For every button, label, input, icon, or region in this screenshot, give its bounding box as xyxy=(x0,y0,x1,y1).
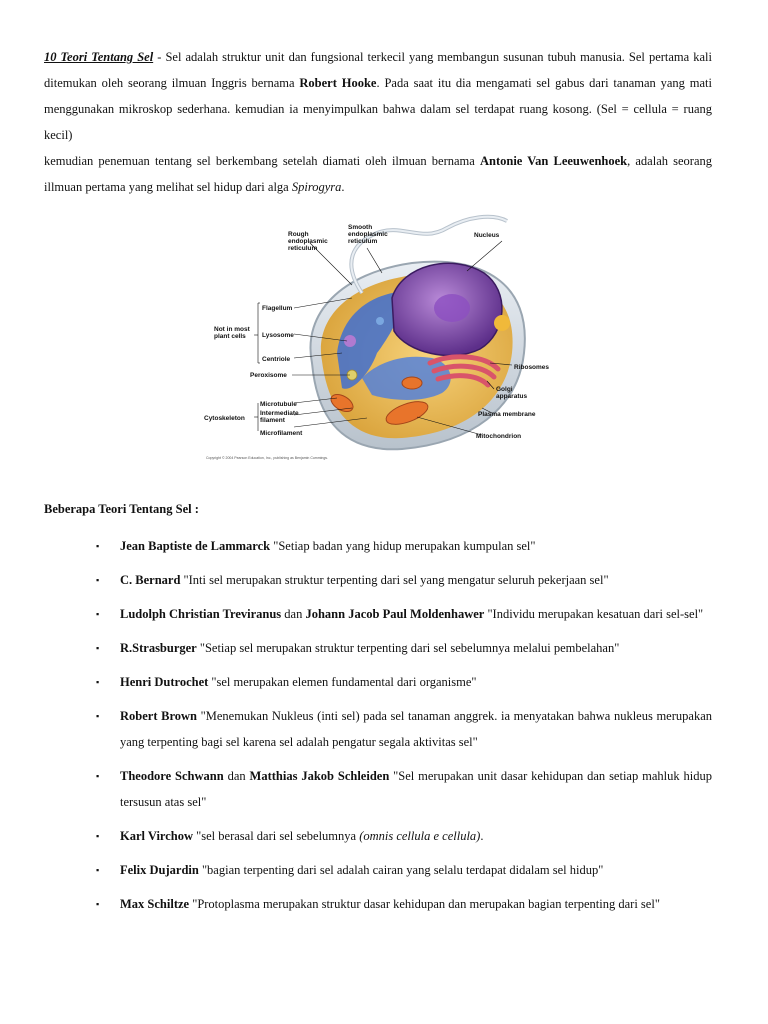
scientist-name: R.Strasburger xyxy=(120,641,197,655)
bullet-icon: ▪ xyxy=(96,899,100,909)
theory-end: . xyxy=(480,829,484,843)
bullet-icon: ▪ xyxy=(96,771,100,781)
theory-quote: "Protoplasma merupakan struktur dasar kehidupan dan merupakan bagian terpenting dari sel" xyxy=(189,897,660,911)
scientist-name: C. Bernard xyxy=(120,573,181,587)
scientist-name: Robert Brown xyxy=(120,709,198,723)
cell-illustration xyxy=(202,203,554,463)
label-cytoskeleton: Cytoskeleton xyxy=(204,415,245,422)
label-ribosomes: Ribosomes xyxy=(514,364,550,371)
intro-text-b: . Pada saat itu dia mengamati sel gabus dari tanaman yang mati menggunakan mikroskop sederhana. kemudian ia menyimpulkan bahwa dalam sel terdapat ruang kosong. (Sel = cellula = ruang kecil) xyxy=(44,76,712,142)
list-item xyxy=(44,601,712,627)
theory-quote: "Inti sel merupakan struktur terpenting dari sel yang mengatur seluruh pekerjaan sel" xyxy=(180,573,609,587)
label-golgi: Golgi apparatus xyxy=(496,386,528,400)
label-plasma-membrane: Plasma membrane xyxy=(478,411,536,418)
label-peroxisome: Peroxisome xyxy=(250,372,287,379)
list-item xyxy=(44,567,712,593)
robert-hooke-name: Robert Hooke xyxy=(299,76,377,90)
scientist-name: Karl Virchow xyxy=(120,829,194,843)
list-item xyxy=(44,823,712,849)
label-smooth-er: Smooth endoplasmic reticulum xyxy=(348,224,388,245)
intro-paragraph-1 xyxy=(44,44,712,148)
scientist-name-2: Matthias Jakob Schleiden xyxy=(249,769,390,783)
list-item xyxy=(44,703,712,755)
title-dash: - xyxy=(153,50,166,64)
bullet-icon: ▪ xyxy=(96,609,100,619)
bullet-icon: ▪ xyxy=(96,865,100,875)
theory-quote: "Menemukan Nukleus (inti sel) pada sel tanaman anggrek. ia menyatakan bahwa nukleus merupakan yang terpenting bagi sel karena sel adalah pengatur segala aktivitas sel" xyxy=(120,709,712,749)
intro2-end: . xyxy=(341,180,345,194)
scientist-name: Henri Dutrochet xyxy=(120,675,209,689)
bullet-icon: ▪ xyxy=(96,677,100,687)
figure-copyright: Copyright © 2004 Pearson Education, Inc., publishing as Benjamin Cummings. xyxy=(206,456,329,460)
document-page xyxy=(44,44,712,925)
label-mitochondrion: Mitochondrion xyxy=(476,433,522,440)
bullet-icon: ▪ xyxy=(96,541,100,551)
scientist-name: Theodore Schwann xyxy=(120,769,224,783)
section-heading: Beberapa Teori Tentang Sel : xyxy=(44,502,199,516)
scientist-name-2: Johann Jacob Paul Moldenhawer xyxy=(305,607,485,621)
bullet-icon: ▪ xyxy=(96,711,100,721)
theory-quote: "bagian terpenting dari sel adalah cairan yang selalu terdapat didalam sel hidup" xyxy=(198,863,604,877)
label-flagellum: Flagellum xyxy=(262,305,293,312)
label-intermediate-filament: Intermediate filament xyxy=(260,410,299,424)
leeuwenhoek-name: Antonie Van Leeuwenhoek xyxy=(479,154,628,168)
scientist-name: Max Schiltze xyxy=(120,897,190,911)
label-nucleus: Nucleus xyxy=(474,232,500,239)
intro2-text-a: kemudian penemuan tentang sel berkembang setelah diamati oleh ilmuan bernama xyxy=(44,154,480,168)
label-rough-er: Rough endoplasmic reticulum xyxy=(288,231,328,252)
list-item xyxy=(44,669,712,695)
theory-quote: "Setiap sel merupakan struktur terpenting dari sel sebelumnya melalui pembelahan" xyxy=(196,641,620,655)
label-microtubule: Microtubule xyxy=(260,401,297,408)
scientist-name: Felix Dujardin xyxy=(120,863,199,877)
theory-italic: (omnis cellula e cellula) xyxy=(359,829,481,843)
theory-list xyxy=(44,533,712,917)
bullet-icon: ▪ xyxy=(96,643,100,653)
bullet-icon: ▪ xyxy=(96,575,100,585)
label-microfilament: Microfilament xyxy=(260,430,303,437)
theory-quote: "Setiap badan yang hidup merupakan kumpulan sel" xyxy=(270,539,536,553)
spirogyra-name: Spirogyra xyxy=(291,180,342,194)
label-lysosome: Lysosome xyxy=(262,332,294,339)
label-centriole: Centriole xyxy=(262,356,291,363)
label-not-in-plant: Not in most plant cells xyxy=(214,326,250,340)
name-conjunction: dan xyxy=(281,607,306,621)
animal-cell-diagram xyxy=(202,203,554,463)
intro2-text-b: , adalah seorang illmuan pertama yang melihat sel hidup dari alga xyxy=(44,154,713,194)
theory-quote: "Individu merupakan kesatuan dari sel-sel" xyxy=(484,607,704,621)
list-item xyxy=(44,891,712,917)
article-title-link[interactable]: 10 Teori Tentang Sel xyxy=(44,50,154,64)
theory-quote: "Sel merupakan unit dasar kehidupan dan setiap mahluk hidup tersusun atas sel" xyxy=(120,769,712,809)
list-item xyxy=(44,763,712,815)
intro-paragraph-2 xyxy=(44,148,712,200)
list-item xyxy=(44,635,712,661)
theory-quote: "sel berasal dari sel sebelumnya xyxy=(193,829,360,843)
bullet-icon: ▪ xyxy=(96,831,100,841)
scientist-name: Ludolph Christian Treviranus xyxy=(120,607,282,621)
intro-text-a: Sel adalah struktur unit dan fungsional terkecil yang membangun susunan tubuh manusia. Sel pertama kali ditemukan oleh seorang ilmuan Inggris bernama xyxy=(44,50,712,90)
scientist-name: Jean Baptiste de Lammarck xyxy=(120,539,271,553)
theory-quote: "sel merupakan elemen fundamental dari organisme" xyxy=(208,675,477,689)
list-item xyxy=(44,857,712,883)
list-item xyxy=(44,533,712,559)
name-conjunction: dan xyxy=(223,769,250,783)
